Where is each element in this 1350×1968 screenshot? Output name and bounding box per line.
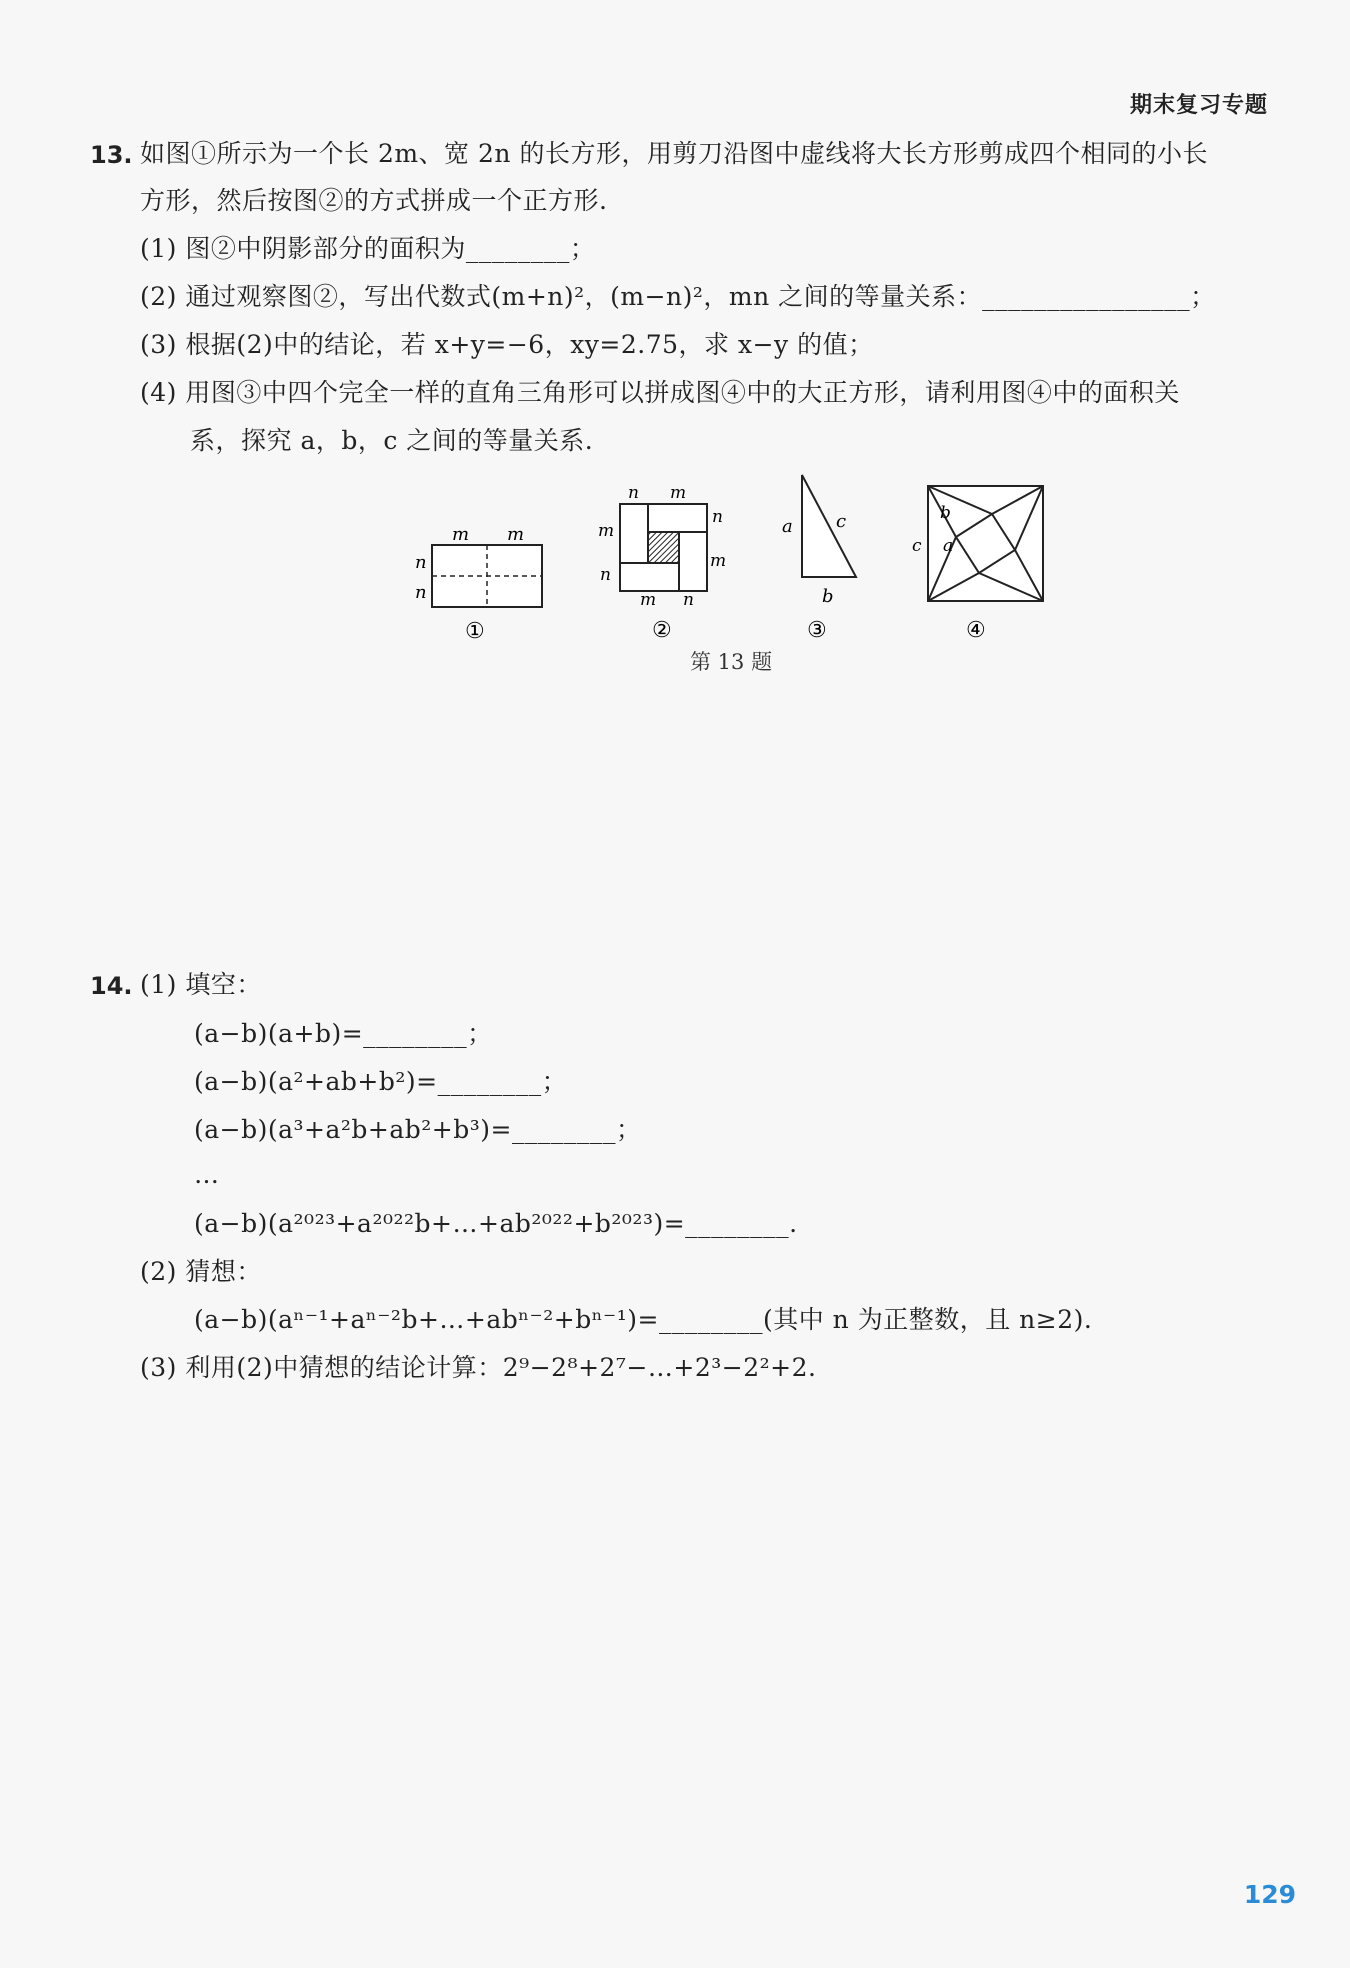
- fig3-label-a: a: [782, 516, 793, 537]
- fig2-right-m: m: [710, 551, 727, 571]
- q14-ellipsis: …: [194, 1160, 220, 1189]
- fig1-number: ①: [465, 619, 485, 644]
- fig2-top-m: m: [670, 483, 687, 503]
- q14-eq2: (a−b)(a²+ab+b²)=________；: [194, 1067, 568, 1096]
- figure-3: [782, 475, 856, 643]
- fig2-bottom-m: m: [640, 590, 657, 610]
- fig2-number: ②: [652, 618, 672, 643]
- fig3-right-triangle: [802, 475, 856, 577]
- fig4-label-b: b: [940, 503, 951, 523]
- fig2-left-m: m: [598, 521, 615, 541]
- q13-figures: [0, 0, 1350, 700]
- fig2-bottom-n: n: [683, 590, 694, 610]
- q13-part3: (3) 根据(2)中的结论，若 x+y=−6，xy=2.75，求 x−y 的值；: [140, 330, 874, 359]
- figure-4: [912, 486, 1043, 643]
- fig1-label-n1: n: [415, 552, 427, 573]
- fig1-label-n2: n: [415, 582, 427, 603]
- fig2-shaded-square: [648, 532, 679, 563]
- q13-intro-line1: 如图①所示为一个长 2m、宽 2n 的长方形，用剪刀沿图中虚线将大长方形剪成四个相同的小长: [140, 139, 1208, 168]
- fig4-label-c: c: [912, 536, 922, 556]
- q13-part1: (1) 图②中阴影部分的面积为________；: [140, 234, 596, 263]
- q13-figure-caption: 第 13 题: [690, 650, 773, 674]
- q13-part4-line1: (4) 用图③中四个完全一样的直角三角形可以拼成图④中的大正方形，请利用图④中的面积关: [140, 378, 1180, 407]
- fig3-label-c: c: [836, 511, 847, 532]
- fig4-label-a: a: [943, 536, 954, 556]
- fig1-label-m2: m: [507, 524, 525, 545]
- fig3-number: ③: [807, 618, 827, 643]
- figure-1: [415, 524, 542, 644]
- fig3-label-b: b: [822, 586, 834, 607]
- page-number: 129: [1243, 1880, 1296, 1909]
- figure-2: [598, 483, 726, 643]
- section-header: 期末复习专题: [1129, 93, 1268, 118]
- q13-part4-line2: 系，探究 a，b，c 之间的等量关系.: [190, 426, 594, 455]
- q13-part2: (2) 通过观察图②，写出代数式(m+n)²，(m−n)²，mn 之间的等量关系：________________；: [140, 282, 1216, 311]
- q14-part3: (3) 利用(2)中猜想的结论计算：2⁹−2⁸+2⁷−…+2³−2²+2.: [140, 1353, 817, 1382]
- fig2-right-n: n: [712, 507, 723, 527]
- q14-eq3: (a−b)(a³+a²b+ab²+b³)=________；: [194, 1115, 642, 1144]
- fig2-left-n: n: [600, 565, 611, 585]
- fig1-label-m1: m: [452, 524, 470, 545]
- q14-part1-title: (1) 填空：: [140, 970, 262, 999]
- q14-part2-title: (2) 猜想：: [140, 1257, 262, 1286]
- q13-intro-line2: 方形，然后按图②的方式拼成一个正方形.: [140, 186, 608, 215]
- fig4-number: ④: [966, 618, 986, 643]
- q14-eq4: (a−b)(a²⁰²³+a²⁰²²b+…+ab²⁰²²+b²⁰²³)=________.: [194, 1209, 798, 1238]
- question-13-number: 13.: [90, 141, 133, 169]
- question-14-number: 14.: [90, 972, 133, 1000]
- q14-eq5: (a−b)(aⁿ⁻¹+aⁿ⁻²b+…+abⁿ⁻²+bⁿ⁻¹)=________(其中 n 为正整数，且 n≥2).: [194, 1305, 1093, 1334]
- q14-eq1: (a−b)(a+b)=________；: [194, 1019, 493, 1048]
- fig2-top-n: n: [628, 483, 639, 503]
